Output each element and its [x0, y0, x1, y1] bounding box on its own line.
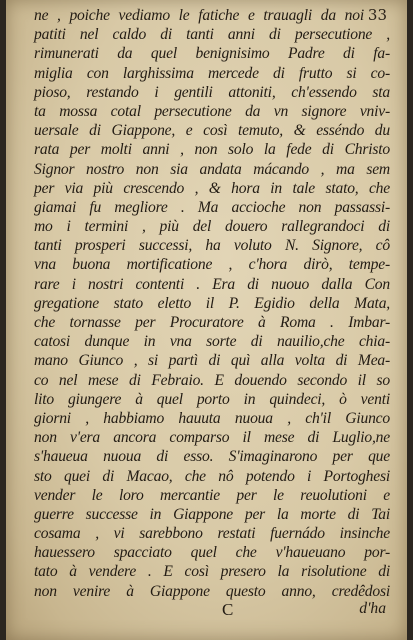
text-line: per via più crescendo , & hora in tale stato, che [34, 179, 390, 197]
text-line: guerre successe in Giappone per la morte di Tai [34, 505, 390, 523]
body-text [34, 6, 390, 601]
text-line: vna buona mortificatione , c'hora dirò, tempe- [34, 256, 390, 274]
text-line: sto quei di Macao, che nô potendo i Portoghesi [34, 467, 390, 485]
text-line: Signor nostro non sia andata mácando , ma sem [34, 160, 390, 178]
text-line: che tornasse per Procuratore à Roma . Imbar- [34, 314, 390, 331]
text-line: ta mossa cotal persecutione da vn signore vniv- [34, 102, 390, 120]
text-line: tato à vendere . E così presero la risolutione di [34, 563, 390, 581]
book-page [6, 0, 407, 640]
text-line: rimunerati da quel benignisimo Padre di fa- [34, 45, 390, 63]
text-line: tanti prosperi successi, ha voluto N. Signore, cô [34, 237, 390, 255]
text-line: giorni , habbiamo hauuta nuoua , ch'il Giunco [34, 409, 390, 427]
text-line: non v'era ancora comparso il mese di Luglio,ne [34, 429, 390, 447]
text-line: catosi dunque in vna sorte di nauilio,che chia- [34, 333, 390, 351]
text-line: co nel mese di Febraio. E douendo secondo il so [34, 371, 390, 389]
text-line: rata per molti anni , non solo la fede di Christo [34, 141, 390, 159]
text-line: ne , poiche vediamo le fatiche e trauagli da noi [34, 7, 364, 24]
text-line: vender le loro mercantie per le reuolutioni e [34, 486, 390, 504]
text-line: mano Giunco , si partì di quì alla volta di Mea- [34, 352, 390, 370]
text-line: uersale di Giappone, e così temuto, & esséndo du [34, 122, 390, 140]
text-line: patiti nel caldo di tanti anni di persecutione , [34, 26, 390, 44]
text-line: rare i nostri contenti . Era di nuouo dalla Con [34, 275, 390, 293]
text-line: lito giungere à quel porto in quindeci, ò venti [34, 390, 390, 408]
text-line: giamai fu megliore . Ma accioche non passassi- [34, 198, 390, 216]
signature-mark: C [222, 600, 234, 619]
text-line: s'haueua nuoua di esso. S'imaginarono per que [34, 448, 390, 466]
text-line: pioso, restando i gentili attoniti, ch'essendo sta [34, 83, 390, 101]
text-line: cosama , vi sarebbono restati fuernádo insinche [34, 525, 390, 543]
text-line: mo i termini , più del douero rallegrandoci di [34, 218, 390, 236]
text-line: gregatione stato eletto il P. Egidio della Mata, [34, 294, 390, 312]
catchword: d'ha [359, 600, 386, 617]
text-line: miglia con larghissima mercede di frutto si co- [34, 64, 390, 82]
page-number: 33 [367, 6, 387, 24]
page-footer [34, 600, 390, 622]
text-line: hauessero spacciato quel che v'haueuano por- [34, 544, 390, 562]
text-line: non venire à Giappone questo anno, credêdosi [34, 582, 390, 600]
